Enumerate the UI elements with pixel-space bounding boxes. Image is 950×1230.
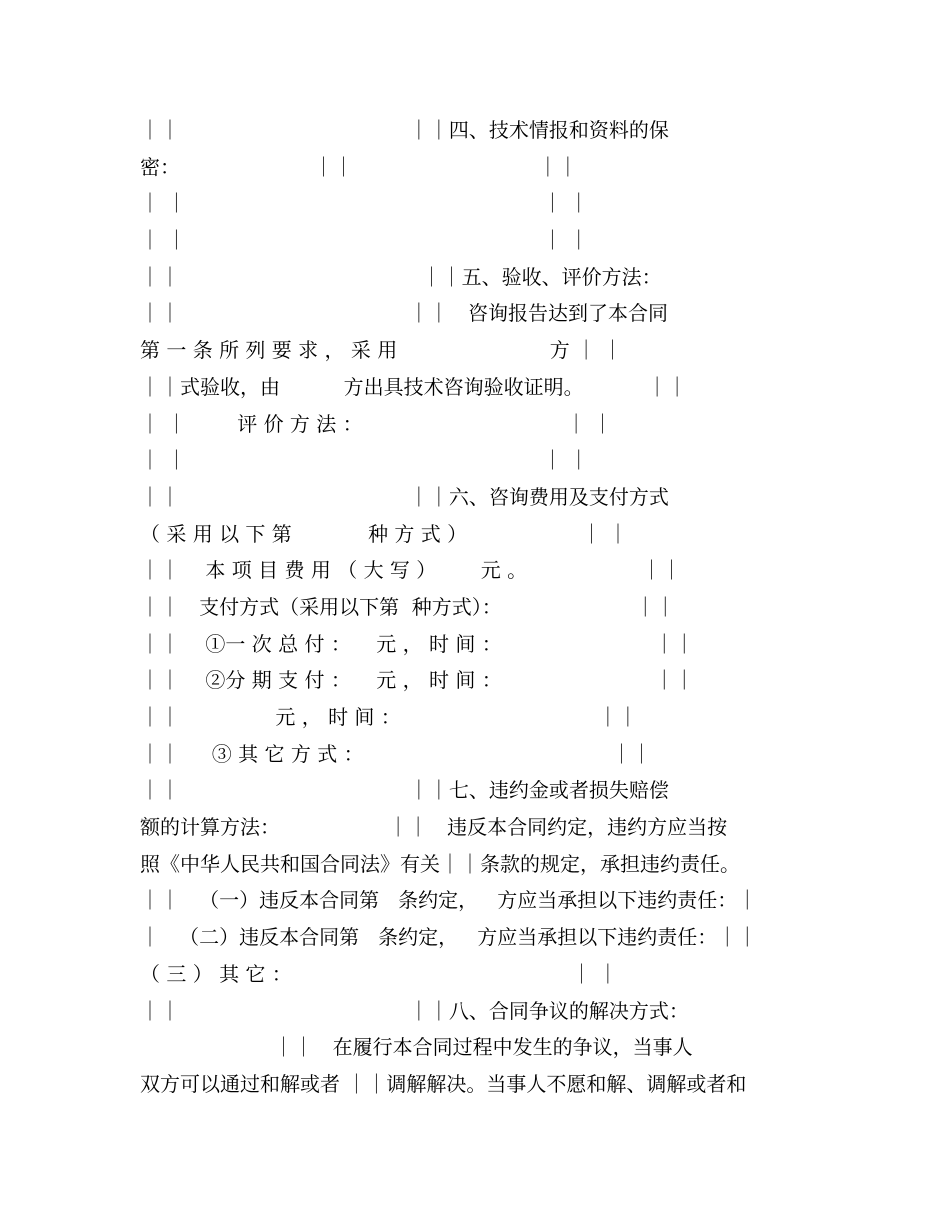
text-line: ｜｜ ｜｜四、技术情报和资料的保 xyxy=(140,118,669,142)
text-line: ｜｜ 在履行本合同过程中发生的争议，当事人 xyxy=(140,1035,693,1060)
text-line: ｜｜ ｜｜六、咨询费用及支付方式 xyxy=(140,484,669,509)
text-line: ｜ ｜ ｜ ｜ xyxy=(140,228,589,253)
text-line: ｜｜ 元 ， 时 间 ： ｜｜ xyxy=(140,705,638,729)
text-line: 额的计算方法： ｜｜ 违反本合同约定，违约方应当按 xyxy=(140,815,728,840)
text-line: ｜｜ ｜｜七、违约金或者损失赔偿 xyxy=(140,778,669,803)
text-line: ｜｜ ｜｜五、验收、评价方法： xyxy=(140,264,662,289)
text-line: （ 三 ） 其 它 ： ｜ ｜ xyxy=(140,961,618,986)
text-line: ｜｜ ｜｜八、合同争议的解决方式： xyxy=(140,998,689,1023)
text-line: ｜｜ ｜｜ 咨询报告达到了本合同 xyxy=(140,301,668,326)
text-line: ｜ ｜ ｜ ｜ xyxy=(140,448,589,473)
text-line: ｜ ｜ 评 价 方 法 ： ｜ ｜ xyxy=(140,411,613,436)
text-line: ｜｜式验收，由 方出具技术咨询验收证明。 ｜｜ xyxy=(140,374,688,399)
document-body xyxy=(140,112,812,1103)
text-line: ｜ ｜ ｜ ｜ xyxy=(140,191,589,216)
text-line: （ 采 用 以 下 第 种 方 式 ） ｜ ｜ xyxy=(140,521,628,546)
text-line: ｜｜ 支付方式（采用以下第 种方式）： ｜｜ xyxy=(140,594,676,619)
text-line: ｜｜ 本 项 目 费 用 （ 大 写 ） 元 。 ｜｜ xyxy=(140,558,682,583)
text-line: ｜｜ ③ 其 它 方 式 ： ｜｜ xyxy=(140,741,652,766)
text-line: 第 一 条 所 列 要 求 ， 采 用 方 ｜ ｜ xyxy=(140,338,623,363)
text-line: ｜｜ （一）违反本合同第 条约定， 方应当承担以下违约责任：｜ xyxy=(140,888,758,913)
text-line: 密： ｜｜ ｜｜ xyxy=(140,154,578,179)
text-line: 照《中华人民共和国合同法》有关｜｜条款的规定，承担违约责任。 xyxy=(140,851,740,876)
text-line: ｜ （二）违反本合同第 条约定， 方应当承担以下违约责任：｜｜ xyxy=(140,925,758,950)
text-line: ｜｜ ①一 次 总 付 ： 元 ， 时 间 ： ｜｜ xyxy=(140,631,695,656)
text-line: 双方可以通过和解或者 ｜｜调解解决。当事人不愿和解、调解或者和 xyxy=(140,1071,747,1096)
text-line: ｜｜ ②分 期 支 付 ： 元 ， 时 间 ： ｜｜ xyxy=(140,668,695,693)
